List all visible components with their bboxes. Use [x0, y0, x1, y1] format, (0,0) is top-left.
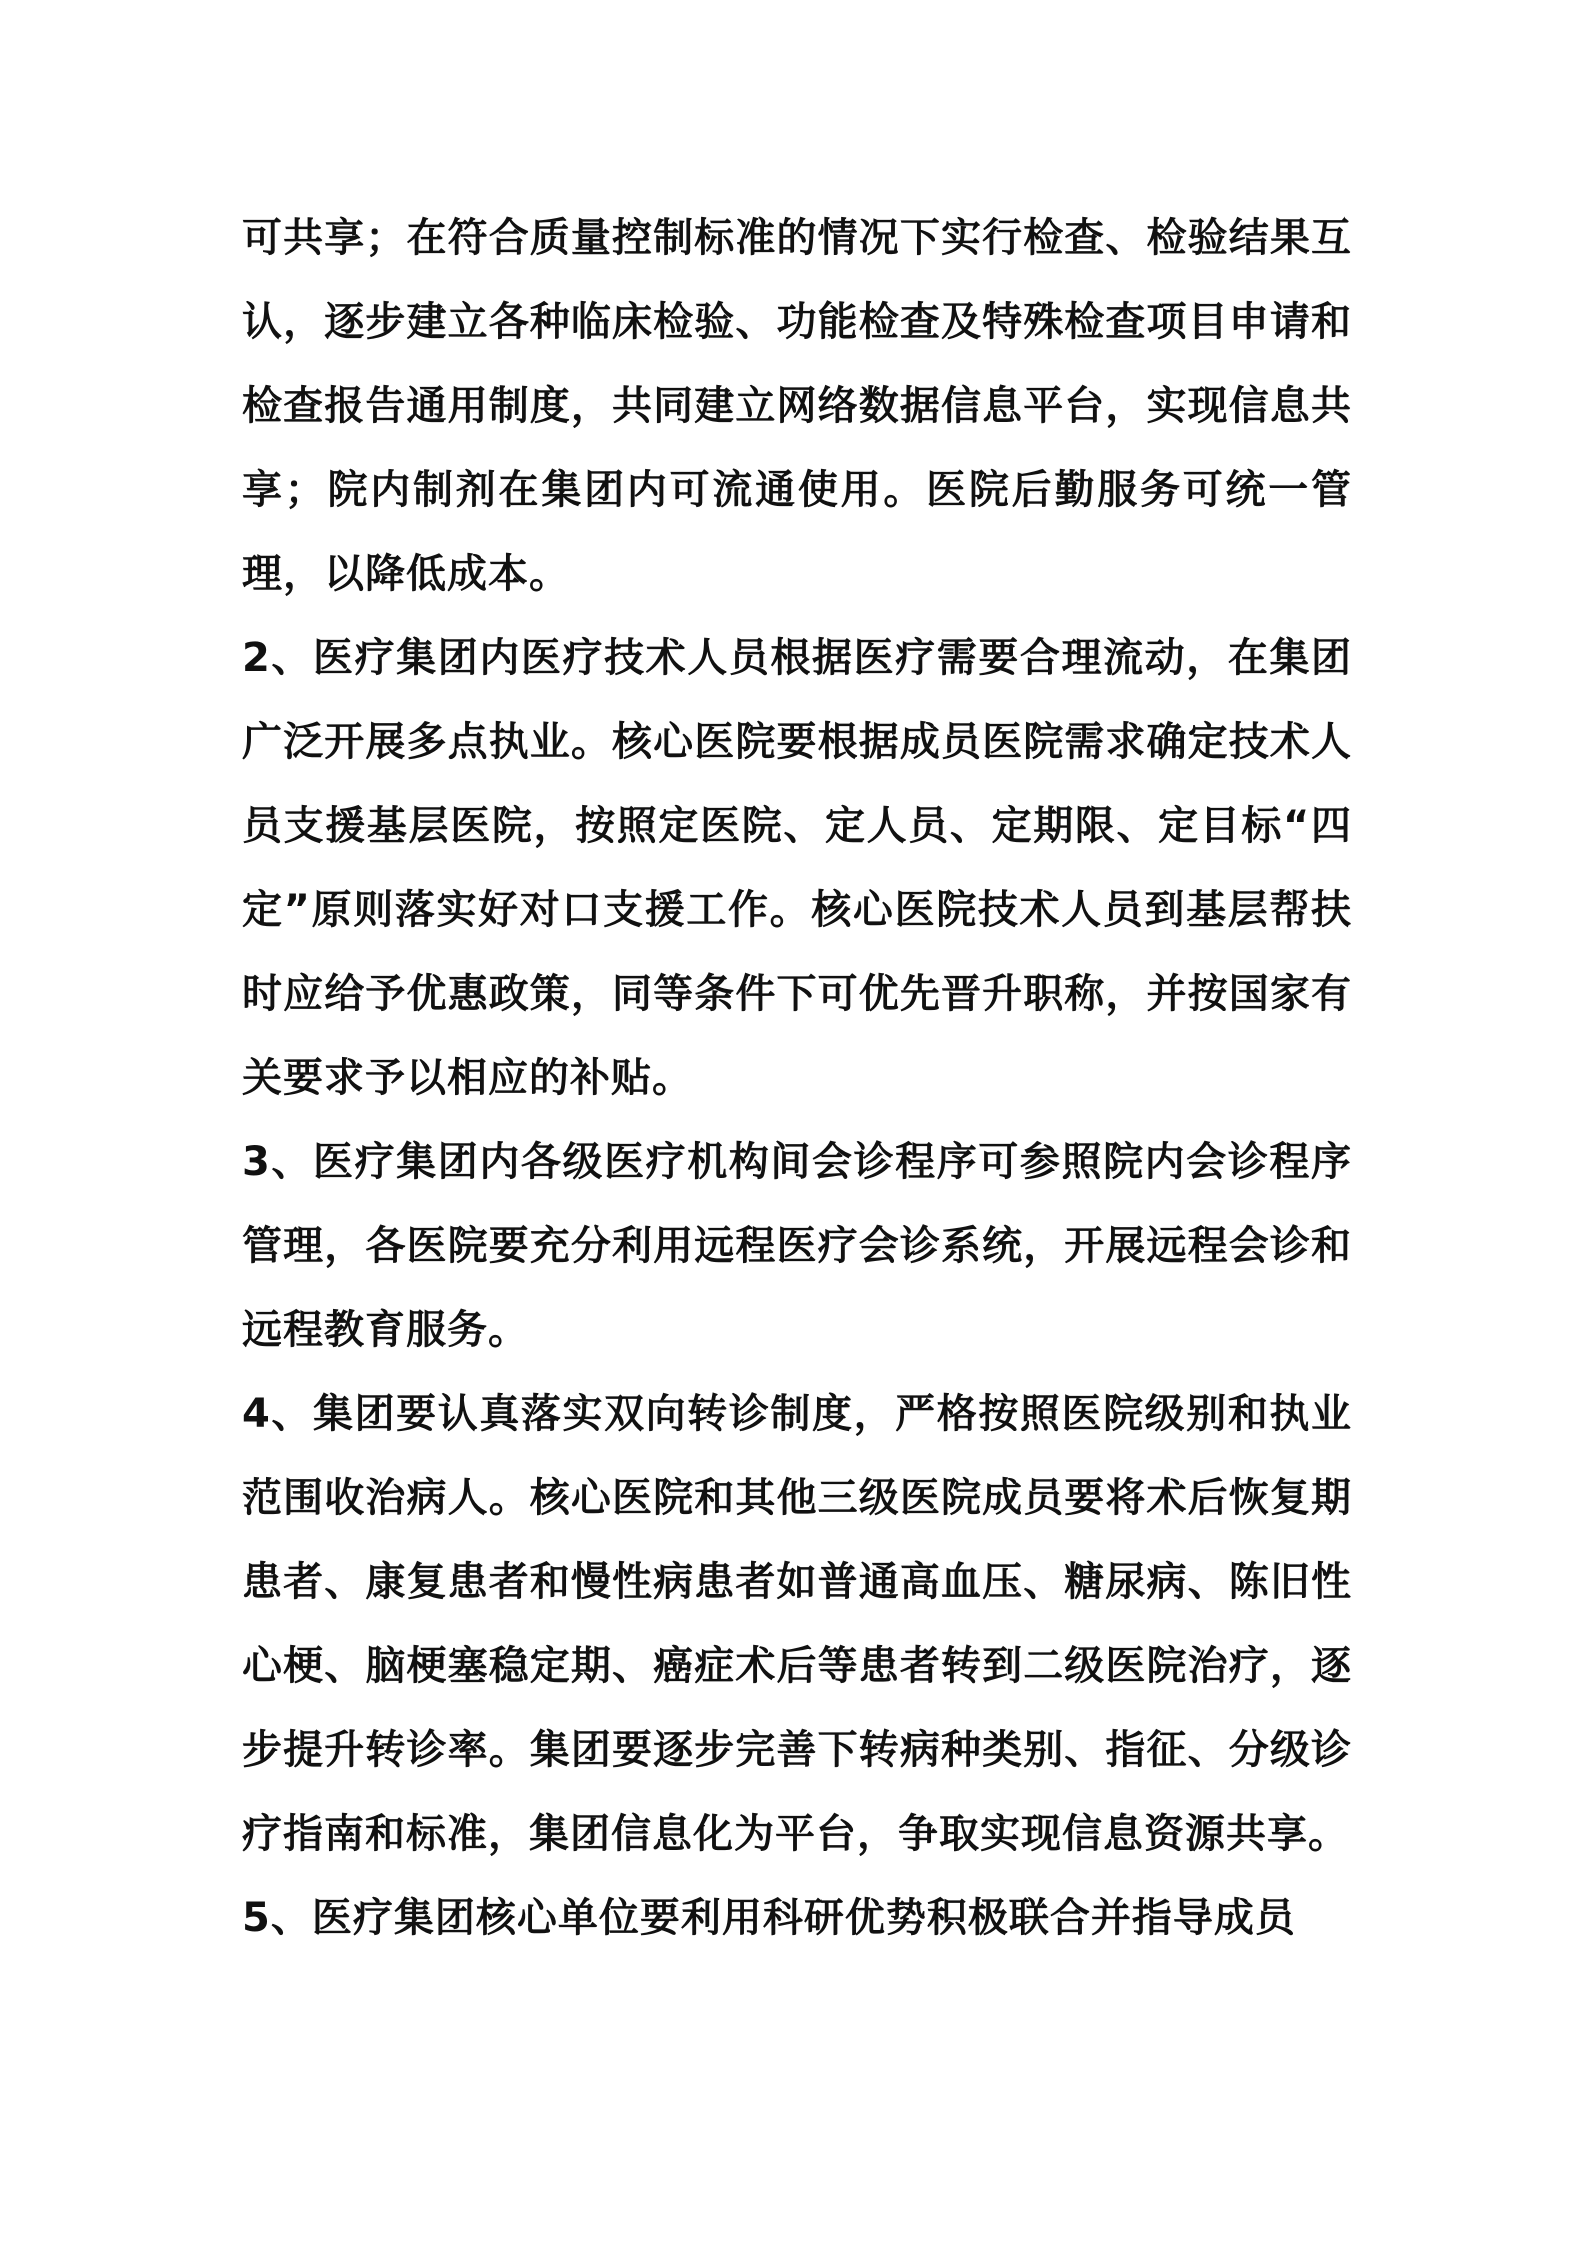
paragraph-continued: 可共享；在符合质量控制标准的情况下实行检查、检验结果互认，逐步建立各种临床检验、功能检查及特殊检查项目申请和检查报告通用制度，共同建立网络数据信息平台，实现信息共享；院内制剂在集团内可流通使用。医院后勤服务可统一管理，以降低成本。 — [242, 215, 1352, 597]
paragraph-item-5: 5、医疗集团核心单位要利用科研优势积极联合并指导成员 — [242, 1895, 1296, 1941]
paragraph-item-2: 2、医疗集团内医疗技术人员根据医疗需要合理流动，在集团广泛开展多点执业。核心医院要根据成员医院需求确定技术人员支援基层医院，按照定医院、定人员、定期限、定目标“四定”原则落实好对口支援工作。核心医院技术人员到基层帮扶时应给予优惠政策，同等条件下可优先晋升职称，并按国家有关要求予以相应的补贴。 — [242, 635, 1352, 1101]
document-body — [242, 196, 1352, 1960]
paragraph-item-4: 4、集团要认真落实双向转诊制度，严格按照医院级别和执业范围收治病人。核心医院和其他三级医院成员要将术后恢复期患者、康复患者和慢性病患者如普通高血压、糖尿病、陈旧性心梗、脑梗塞稳定期、癌症术后等患者转到二级医院治疗，逐步提升转诊率。集团要逐步完善下转病种类别、指征、分级诊疗指南和标准，集团信息化为平台，争取实现信息资源共享。 — [242, 1391, 1352, 1857]
paragraph-item-3: 3、医疗集团内各级医疗机构间会诊程序可参照院内会诊程序管理，各医院要充分利用远程医疗会诊系统，开展远程会诊和远程教育服务。 — [242, 1139, 1352, 1353]
